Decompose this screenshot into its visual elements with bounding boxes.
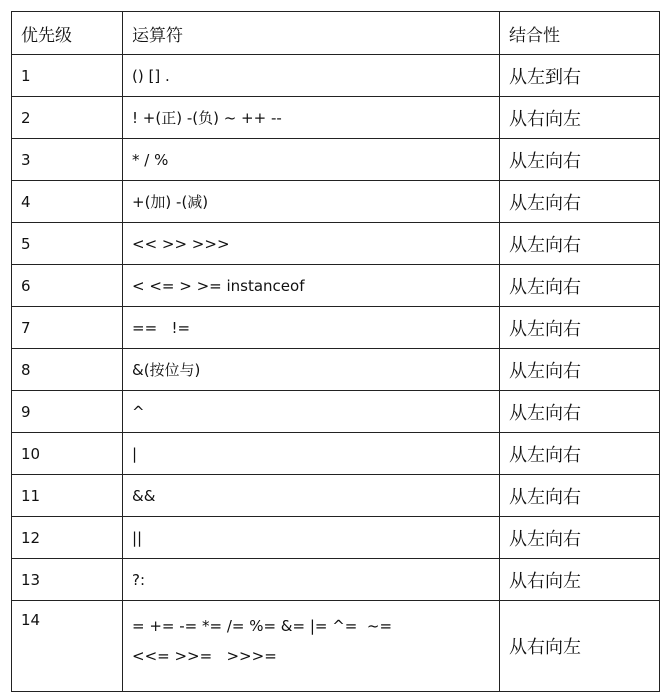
operators-cell: | xyxy=(123,433,500,475)
level-cell: 3 xyxy=(12,139,123,181)
associativity-cell: 从左向右 xyxy=(500,139,660,181)
header-operator: 运算符 xyxy=(123,12,500,55)
operators-cell: ?: xyxy=(123,559,500,601)
operators-line: = += -= *= /= %= &= |= ^= ~= xyxy=(132,617,393,635)
level-cell: 9 xyxy=(12,391,123,433)
header-level: 优先级 xyxy=(12,12,123,55)
table-row xyxy=(12,55,660,97)
table-row xyxy=(12,391,660,433)
level-cell: 2 xyxy=(12,97,123,139)
operators-cell: ^ xyxy=(123,391,500,433)
table-row xyxy=(12,139,660,181)
level-cell: 13 xyxy=(12,559,123,601)
table-row xyxy=(12,475,660,517)
associativity-cell: 从左向右 xyxy=(500,223,660,265)
table-row xyxy=(12,181,660,223)
operators-cell: && xyxy=(123,475,500,517)
level-cell: 12 xyxy=(12,517,123,559)
operators-cell: == != xyxy=(123,307,500,349)
level-cell: 5 xyxy=(12,223,123,265)
operators-cell: &(按位与) xyxy=(123,349,500,391)
operators-cell: ! +(正) -(负) ~ ++ -- xyxy=(123,97,500,139)
associativity-cell: 从左向右 xyxy=(500,517,660,559)
header-associativity: 结合性 xyxy=(500,12,660,55)
associativity-cell: 从左向右 xyxy=(500,181,660,223)
table-row xyxy=(12,559,660,601)
table-row xyxy=(12,349,660,391)
associativity-cell: 从左向右 xyxy=(500,349,660,391)
operators-cell xyxy=(123,601,500,692)
operators-cell: () [] . xyxy=(123,55,500,97)
table-row xyxy=(12,517,660,559)
table-row xyxy=(12,265,660,307)
operators-cell: || xyxy=(123,517,500,559)
associativity-cell: 从右向左 xyxy=(500,97,660,139)
associativity-cell: 从右向左 xyxy=(500,559,660,601)
level-cell: 7 xyxy=(12,307,123,349)
associativity-cell: 从左向右 xyxy=(500,307,660,349)
operators-cell: * / % xyxy=(123,139,500,181)
level-cell: 14 xyxy=(12,601,123,692)
table-row xyxy=(12,223,660,265)
level-cell: 4 xyxy=(12,181,123,223)
level-cell: 10 xyxy=(12,433,123,475)
table-row xyxy=(12,97,660,139)
level-cell: 6 xyxy=(12,265,123,307)
operator-precedence-table xyxy=(11,11,660,692)
associativity-cell: 从左到右 xyxy=(500,55,660,97)
associativity-cell: 从左向右 xyxy=(500,265,660,307)
operators-line: <<= >>= >>>= xyxy=(132,647,277,665)
associativity-cell: 从左向右 xyxy=(500,391,660,433)
table-row xyxy=(12,601,660,692)
operators-cell: << >> >>> xyxy=(123,223,500,265)
table-row xyxy=(12,307,660,349)
associativity-cell: 从左向右 xyxy=(500,475,660,517)
table-row xyxy=(12,433,660,475)
level-cell: 11 xyxy=(12,475,123,517)
associativity-cell: 从左向右 xyxy=(500,433,660,475)
operators-cell: +(加) -(减) xyxy=(123,181,500,223)
level-cell: 8 xyxy=(12,349,123,391)
header-row xyxy=(12,12,660,55)
level-cell: 1 xyxy=(12,55,123,97)
operators-cell: < <= > >= instanceof xyxy=(123,265,500,307)
associativity-cell: 从右向左 xyxy=(500,601,660,692)
